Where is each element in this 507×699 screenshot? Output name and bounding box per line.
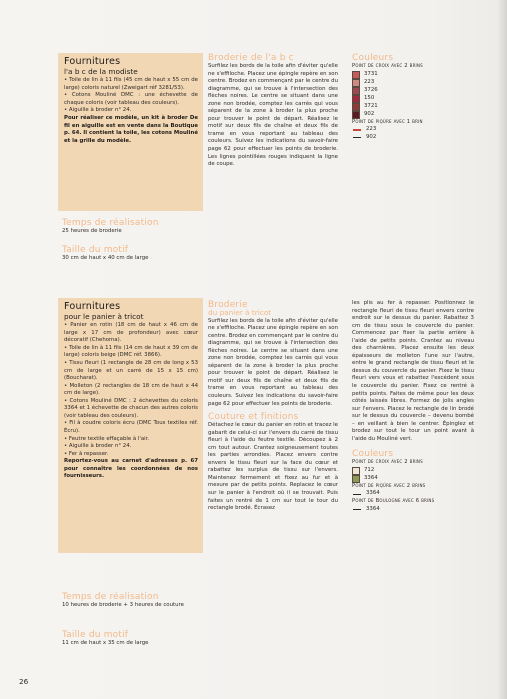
top-supplies-list <box>64 77 198 115</box>
top-size-value: 30 cm de haut x 40 cm de large <box>62 255 149 261</box>
color-legend-row <box>352 71 472 79</box>
top-size-title: Taille du motif <box>62 245 129 255</box>
color-legend-row <box>352 87 472 95</box>
list-item: • Cotons Mouliné DMC : 2 échevettes du coloris 3364 et 1 échevette de chacun des autres coloris (voir tableau des couleurs). <box>64 397 198 419</box>
bottom-supplies-box <box>58 298 203 553</box>
color-swatch <box>352 475 360 483</box>
top-embroidery-text: Surfilez les bords de la toile afin d'éviter qu'elle ne s'effiloche. Placez une épingle repère en son centre. Brodez en commençant par le centre du diagramme, qui se trouve à l'intersection des flèches noires. Le centre se situant dans une zone non brodée, comptez les carrés qui vous séparent de la zone à broder la plus proche pour trouver le point de départ. Réalisez le motif sur deux fils de chaîne et deux fils de trame en vous reportant au tableau des couleurs. Suivez les indications du savoir-faire page 62 pour effectuer les points de broderie. Les lignes pointillées rouges indiquent la ligne de coupe. <box>208 63 338 168</box>
color-legend-row <box>352 467 474 475</box>
color-swatch <box>352 71 360 79</box>
bottom-embroidery-title: Broderie <box>208 300 248 310</box>
list-item: • Fer à repasser. <box>64 450 109 457</box>
bottom-boulogne-head: Point de Boulogne avec 6 brins <box>352 498 435 505</box>
color-legend-row <box>352 506 474 514</box>
top-size-block <box>62 245 202 263</box>
bottom-time-title: Temps de réalisation <box>62 592 159 602</box>
page-gutter-shadow <box>497 0 507 699</box>
top-supplies-kit-note: Pour réaliser ce modèle, un kit à broder De fil en aiguille est en vente dans la Boutique p. 64. Il contient la toile, les cotons Mouliné et la grille du modèle. <box>64 115 198 144</box>
bottom-size-value: 11 cm de haut x 35 cm de large <box>62 640 149 646</box>
bottom-supplies-title: Fournitures <box>64 301 121 312</box>
bottom-sewing-title: Couture et finitions <box>208 412 299 423</box>
list-item: • Tissu fleuri (1 rectangle de 28 cm de long x 53 cm de large et un carré de 15 x 15 cm) (Boucharat). <box>64 360 198 382</box>
stitch-line-swatch <box>353 129 361 131</box>
color-legend-row <box>352 103 472 111</box>
bottom-supplies-address-note: Reportez-vous au carnet d'adresses p. 67 pour connaître les coordonnées de nos fournisseurs. <box>64 458 198 480</box>
bottom-time-value: 10 heures de broderie + 3 heures de couture <box>62 602 184 608</box>
top-colors-block <box>352 53 472 141</box>
color-code: 150 <box>364 94 375 101</box>
list-item: • Aiguille à broder n° 24. <box>64 107 132 114</box>
bottom-sewing-text-continued: les plis au fer à repasser. Positionnez le rectangle fleuri de tissu fleuri envers contre endroit sur le dessus du panier. Rabattez 3 cm de tissu sous le couvercle du panier. Commencez par fixer la partie arrière à l'aide de petits points. Crantez au niveau des charnières. Placez ensuite les deux épaisseurs de molleton l'une sur l'autre, entre le grand rectangle de tissu fleuri et le dessus du couvercle du panier. Fixez le tissu fleuri vers vous et rabattez l'excédent sous le couvercle du panier. Fixez ce rentré à petits points. Faites de même pour les deux côtés laissés libres. Formez de jolis angles sur l'envers. Placez le rectangle de lin brodé sur le dessus du couvercle – devenu bombé – en veillant à bien le centrer. Épinglez et brodez sur tout le tour un point avant à l'aide du Mouliné vert. <box>352 300 474 442</box>
color-legend-row <box>352 475 474 483</box>
top-colors-title: Couleurs <box>352 53 394 63</box>
color-code: 902 <box>364 110 375 117</box>
bottom-supplies-subtitle: pour le panier à tricot <box>64 311 144 321</box>
list-item: • Toile de lin à 11 fils (14 cm de haut x 39 cm de large) coloris beige (DMC réf. 3866). <box>64 344 198 359</box>
color-code: 223 <box>366 126 377 133</box>
list-item: • Molleton (2 rectangles de 18 cm de haut x 44 cm de large). <box>64 382 198 397</box>
color-legend-row <box>352 95 472 103</box>
list-item: • Feutre textile effaçable à l'air. <box>64 435 150 442</box>
page-number: 26 <box>19 677 29 686</box>
color-code: 223 <box>364 78 375 85</box>
color-swatch <box>352 87 360 95</box>
color-swatch <box>352 79 360 87</box>
list-item: • Aiguille à broder n° 24. <box>64 443 132 450</box>
list-item: • Panier en rotin (18 cm de haut x 46 cm de large x 17 cm de profondeur) avec cœur décoratif (Chehoma). <box>64 322 198 344</box>
top-supplies-box <box>58 53 203 211</box>
color-swatch <box>352 95 360 103</box>
top-backstitch-head: Point de piqûre avec 1 brin <box>352 118 423 125</box>
list-item: • Fil à coudre coloris écru (DMC Tous textiles réf. Écru). <box>64 420 198 434</box>
color-swatch <box>352 467 360 475</box>
color-legend-row <box>352 134 472 142</box>
color-code: 3364 <box>364 475 378 482</box>
color-code: 712 <box>364 467 375 474</box>
bottom-embroidery-subtitle: du panier à tricot <box>208 308 272 317</box>
top-time-value: 25 heures de broderie <box>62 228 122 234</box>
bottom-supplies-list <box>64 322 198 458</box>
bottom-size-block <box>62 630 202 648</box>
color-swatch <box>352 103 360 111</box>
top-time-block <box>62 218 202 236</box>
stitch-line-swatch <box>353 494 361 496</box>
top-supplies-subtitle: l'a b c de la modiste <box>64 66 138 76</box>
bottom-right-column <box>352 300 474 513</box>
top-cross-stitch-head: Point de croix avec 2 brins <box>352 63 423 69</box>
bottom-cross-stitch-head: Point de croix avec 2 brins <box>352 459 423 466</box>
color-code: 3364 <box>366 490 380 497</box>
color-legend-row <box>352 79 472 87</box>
color-code: 3726 <box>364 86 378 93</box>
bottom-size-title: Taille du motif <box>62 630 129 640</box>
color-code: 3364 <box>366 505 380 512</box>
color-legend-row <box>352 490 474 498</box>
bottom-embroidery-text: Surfilez les bords de la toile afin d'éviter qu'elle ne s'effiloche. Placez une épingle repère en son centre. Brodez en commençant par le centre du diagramme, qui se trouve à l'intersection des flèches noires. Le centre se situant dans une zone non brodée, comptez les carrés qui vous séparent de la zone à broder la plus proche pour trouver le point de départ. Réalisez le motif sur deux fils de chaîne et deux fils de trame en vous reportant au tableau des couleurs. Suivez les indications du savoir-faire page 62 pour effectuer les points de broderie. <box>208 317 338 407</box>
top-time-title: Temps de réalisation <box>62 218 159 228</box>
list-item: • Cotons Mouliné DMC : une échevette de chaque coloris (voir tableau des couleurs). <box>64 92 198 106</box>
bottom-middle-column <box>208 300 338 513</box>
stitch-line-swatch <box>353 137 361 139</box>
bottom-sewing-text: Détachez le cœur du panier en rotin et tracez le gabarit de celui-ci sur l'envers du carré de tissu fleuri à l'aide du feutre textile. Découpez à 2 cm tout autour. Crantez soigneusement toutes les parties arrondies. Placez envers contre envers le tissu fleuri sur la face du cœur et rabattez les surplus de tissu sur l'envers. Maintenez fermement et fixez au fur et à mesure par de petits points. Replacez le cœur sur le panier à l'endroit où il se trouvait. Puis faites un rentré de 1 cm sur tout le tour du rectangle brodé. Écrasez <box>208 422 338 512</box>
stitch-line-swatch <box>353 509 361 511</box>
bottom-time-block <box>62 592 202 610</box>
bottom-colors-title: Couleurs <box>352 449 394 460</box>
color-legend-row <box>352 126 472 134</box>
top-embroidery-block <box>208 53 338 169</box>
color-code: 3721 <box>364 102 378 109</box>
color-swatch <box>352 111 360 119</box>
top-supplies-title: Fournitures <box>64 56 121 67</box>
top-embroidery-title: Broderie de l'a b c <box>208 53 294 63</box>
color-legend-row <box>352 111 472 119</box>
list-item: • Toile de lin à 11 fils (45 cm de haut x 55 cm de large) coloris naturel (Zweigart réf 3281/53). <box>64 77 198 91</box>
bottom-backstitch-head: Point de piqûre avec 2 brins <box>352 482 426 489</box>
color-code: 3731 <box>364 70 378 77</box>
color-code: 902 <box>366 133 377 140</box>
